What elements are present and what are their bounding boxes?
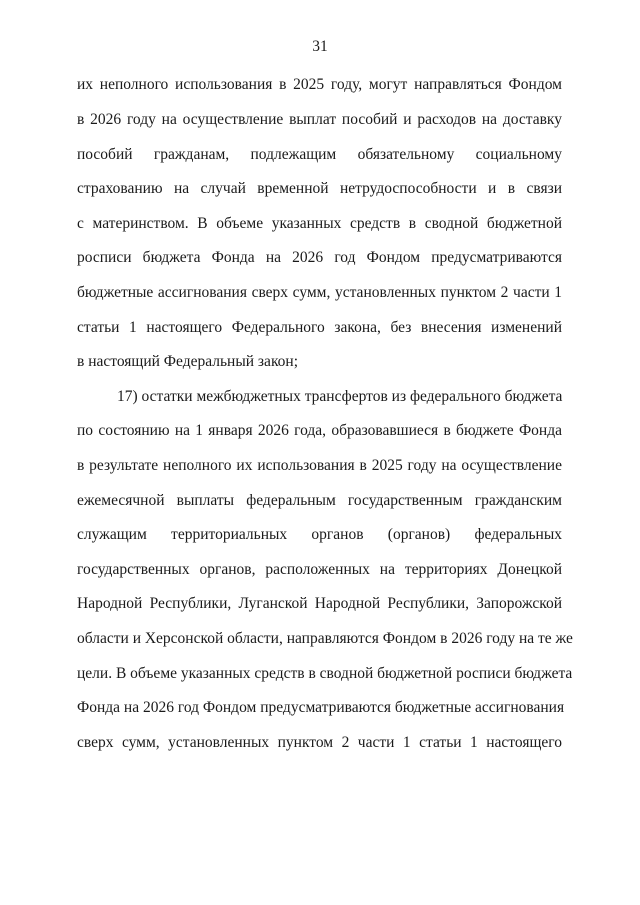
text-line: ежемесячной выплаты федеральным государственным гражданским xyxy=(77,492,562,509)
text-line: в настоящий Федеральный закон; xyxy=(77,353,299,370)
text-line: цели. В объеме указанных средств в сводной бюджетной росписи бюджета xyxy=(77,665,573,682)
text-line: Фонда на 2026 год Фондом предусматриваются бюджетные ассигнования xyxy=(77,699,565,716)
text-line: пособий гражданам, подлежащим обязательному социальному xyxy=(77,146,562,163)
text-line: Народной Республики, Луганской Народной Республики, Запорожской xyxy=(77,595,562,612)
text-line: в 2026 году на осуществление выплат пособий и расходов на доставку xyxy=(77,111,562,128)
text-line: по состоянию на 1 января 2026 года, образовавшиеся в бюджете Фонда xyxy=(77,422,562,439)
text-line: 17) остатки межбюджетных трансфертов из федерального бюджета xyxy=(117,388,563,405)
text-line: росписи бюджета Фонда на 2026 год Фондом предусматриваются xyxy=(77,249,562,266)
text-line: их неполного использования в 2025 году, могут направляться Фондом xyxy=(77,76,562,93)
text-line: в результате неполного их использования в 2025 году на осуществление xyxy=(77,457,562,474)
text-line: страхованию на случай временной нетрудоспособности и в связи xyxy=(77,180,562,197)
text-line: области и Херсонской области, направляются Фондом в 2026 году на те же xyxy=(77,630,573,647)
text-line: государственных органов, расположенных на территориях Донецкой xyxy=(77,561,562,578)
page-number: 31 xyxy=(312,38,328,55)
text-line: сверх сумм, установленных пунктом 2 части 1 статьи 1 настоящего xyxy=(77,734,562,751)
text-line: служащим территориальных органов (органов) федеральных xyxy=(77,526,562,543)
text-line: с материнством. В объеме указанных средств в сводной бюджетной xyxy=(77,215,562,232)
text-line: бюджетные ассигнования сверх сумм, установленных пунктом 2 части 1 xyxy=(77,284,562,301)
text-line: статьи 1 настоящего Федерального закона, без внесения изменений xyxy=(77,319,562,336)
